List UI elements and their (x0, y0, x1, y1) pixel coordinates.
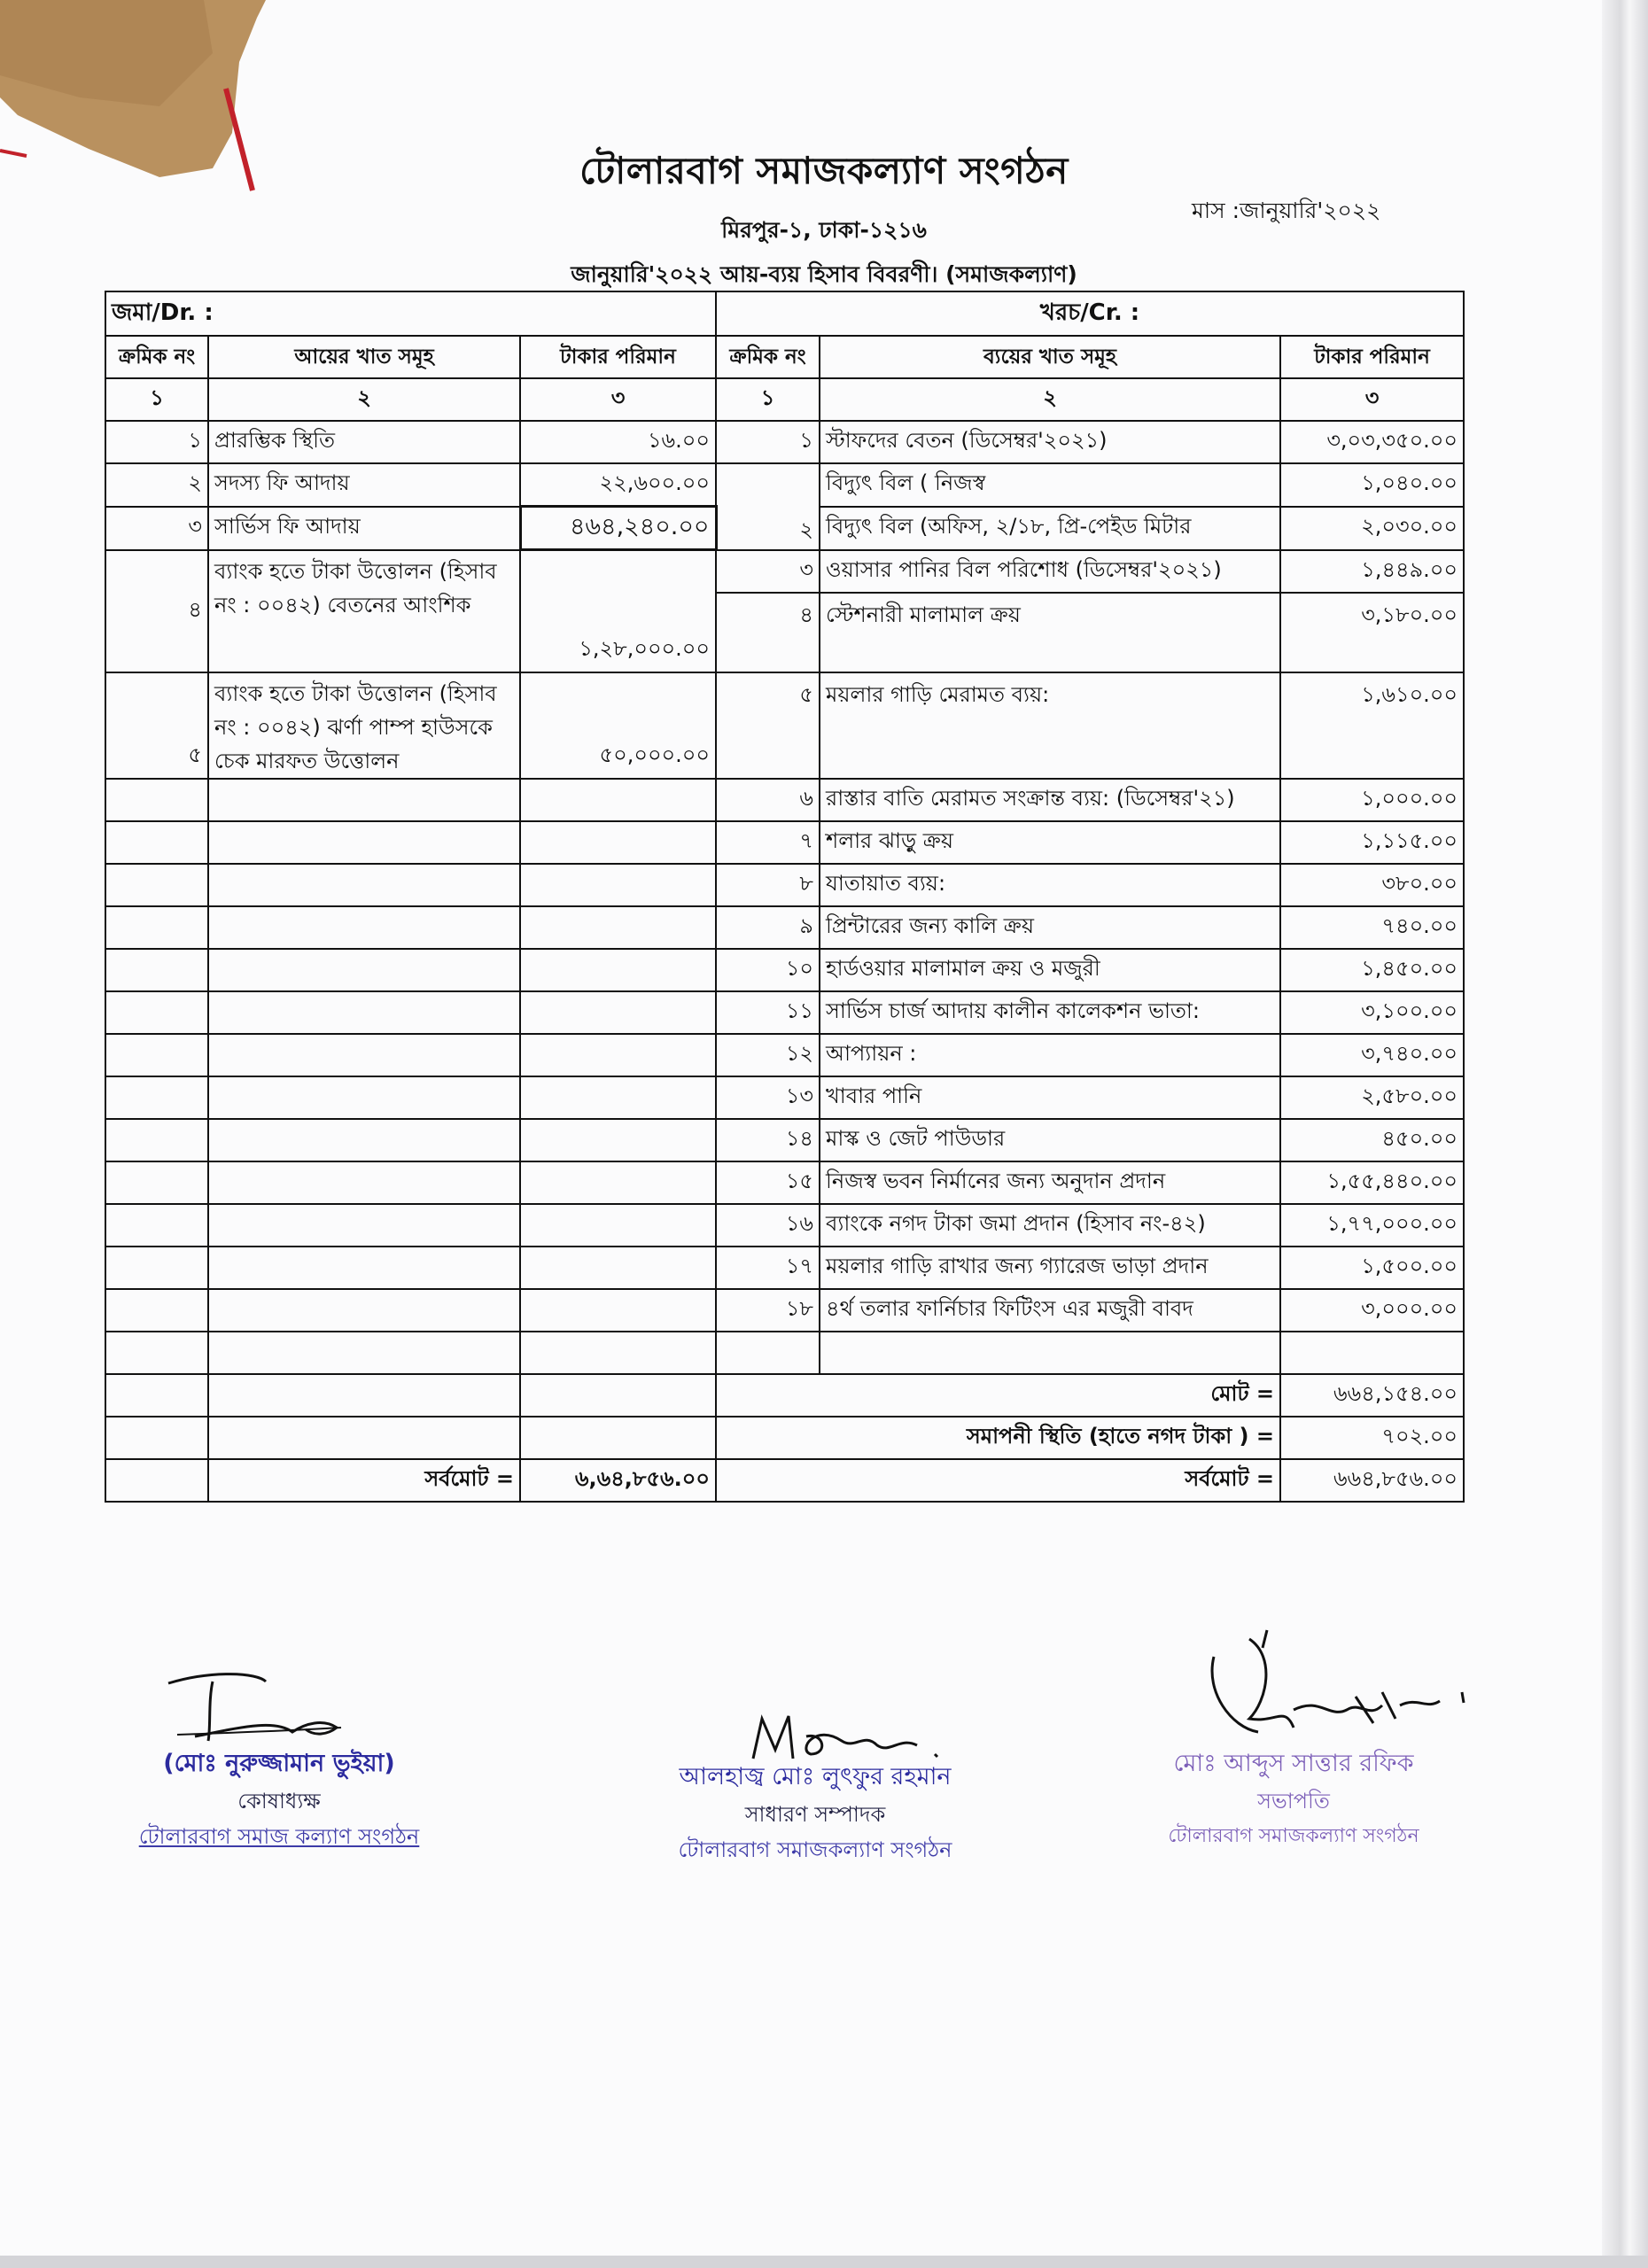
debit-header: জমা/Dr. : (105, 291, 716, 336)
credit-header: খরচ/Cr. : (716, 291, 1464, 336)
president-stamp (1134, 1745, 1453, 1853)
expense-amount: ২,০৩০.০০ (1280, 507, 1464, 550)
ledger-column-header-row (105, 336, 1464, 378)
expense-item: শলার ঝাড়ু ক্রয় (820, 821, 1280, 864)
expense-serial: ১৮ (716, 1289, 820, 1332)
col-serial-income: ক্রমিক নং (105, 336, 208, 378)
expense-amount: ৩,০৩,৩৫০.০০ (1280, 421, 1464, 463)
expense-serial: ৬ (716, 779, 820, 821)
expense-amount: ৩,১০০.০০ (1280, 991, 1464, 1034)
ledger-empty-row (105, 1332, 1464, 1374)
closing-balance-label: সমাপনী স্থিতি (হাতে নগদ টাকা ) = (716, 1417, 1280, 1459)
expense-serial: ১৭ (716, 1247, 820, 1289)
column-number: ৩ (1280, 378, 1464, 421)
ledger-row (105, 1076, 1464, 1119)
secretary-name: আলহাজ্ব মোঃ লুৎফুর রহমান (679, 1763, 952, 1790)
expense-serial: ৩ (716, 550, 820, 593)
column-number: ২ (208, 378, 520, 421)
expense-serial: ১ (716, 421, 820, 463)
ledger-row (105, 550, 1464, 593)
expense-item: প্রিন্টারের জন্য কালি ক্রয় (820, 906, 1280, 949)
expense-amount: ১,৫০০.০০ (1280, 1247, 1464, 1289)
ledger-row (105, 1247, 1464, 1289)
expense-grand-total-label: সর্বমোট = (716, 1459, 1280, 1502)
president-org: টোলারবাগ সমাজকল্যাণ সংগঠন (1168, 1825, 1419, 1847)
closing-balance-amount: ৭০২.০০ (1280, 1417, 1464, 1459)
expense-amount: ১,০৪০.০০ (1280, 463, 1464, 507)
ledger-row (105, 421, 1464, 463)
expense-serial: ১৬ (716, 1204, 820, 1247)
expense-amount: ৩,১৮০.০০ (1280, 593, 1464, 672)
closing-balance-row (105, 1417, 1464, 1459)
expense-amount: ৩৮০.০০ (1280, 864, 1464, 906)
col-income-amount: টাকার পরিমান (520, 336, 716, 378)
expense-serial: ১০ (716, 949, 820, 991)
expense-serial: ১৪ (716, 1119, 820, 1161)
income-item: প্রারম্ভিক স্থিতি (208, 421, 520, 463)
secretary-title: সাধারণ সম্পাদক (744, 1802, 886, 1827)
page-bottom-edge (0, 2256, 1648, 2268)
expense-amount: ৩,০০০.০০ (1280, 1289, 1464, 1332)
column-number: ১ (105, 378, 208, 421)
income-serial: ৩ (105, 507, 208, 550)
ledger-row (105, 779, 1464, 821)
expense-amount: ২,৫৮০.০০ (1280, 1076, 1464, 1119)
grand-total-row (105, 1459, 1464, 1502)
col-serial-expense: ক্রমিক নং (716, 336, 820, 378)
income-grand-total-amount: ৬,৬৪,৮৫৬.০০ (520, 1459, 716, 1502)
expense-item: ব্যাংকে নগদ টাকা জমা প্রদান (হিসাব নং-৪২) (820, 1204, 1280, 1247)
expense-serial: ২ (716, 463, 820, 550)
expense-amount: ৪৫০.০০ (1280, 1119, 1464, 1161)
expense-serial: ৫ (716, 672, 820, 779)
statement-title: জানুয়ারি'২০২২ আয়-ব্যয় হিসাব বিবরণী। (সমাজকল্যাণ) (571, 261, 1077, 287)
income-item: সার্ভিস ফি আদায় (208, 507, 520, 550)
expense-item: সার্ভিস চার্জ আদায় কালীন কালেকশন ভাতা: (820, 991, 1280, 1034)
expense-amount: ১,০০০.০০ (1280, 779, 1464, 821)
expense-amount: ১,৭৭,০০০.০০ (1280, 1204, 1464, 1247)
col-expense-items: ব্যয়ের খাত সমূহ (820, 336, 1280, 378)
expense-amount: ১,১১৫.০০ (1280, 821, 1464, 864)
column-number-row (105, 378, 1464, 421)
expense-item: ওয়াসার পানির বিল পরিশোধ (ডিসেম্বর'২০২১) (820, 550, 1280, 593)
expense-item: রাস্তার বাতি মেরামত সংক্রান্ত ব্যয়: (ডিসেম্বর'২১) (820, 779, 1280, 821)
expense-serial: ৪ (716, 593, 820, 672)
col-expense-amount: টাকার পরিমান (1280, 336, 1464, 378)
ledger-row (105, 1161, 1464, 1204)
column-number: ৩ (520, 378, 716, 421)
ledger-row (105, 1034, 1464, 1076)
ledger-row (105, 463, 1464, 507)
treasurer-name: (মোঃ নুরুজ্জামান ভুইয়া) (163, 1750, 395, 1777)
expense-serial: ১১ (716, 991, 820, 1034)
income-serial: ১ (105, 421, 208, 463)
treasurer-title: কোষাধ্যক্ষ (237, 1789, 321, 1814)
treasurer-org: টোলারবাগ সমাজ কল্যাণ সংগঠন (138, 1824, 420, 1849)
total-label: মোট = (716, 1374, 1280, 1417)
expense-amount: ১,৬১০.০০ (1280, 672, 1464, 779)
expense-grand-total-amount: ৬৬৪,৮৫৬.০০ (1280, 1459, 1464, 1502)
expense-amount: ১,৪৫০.০০ (1280, 949, 1464, 991)
income-serial: ২ (105, 463, 208, 507)
expense-item: বিদ্যুৎ বিল ( নিজস্ব (820, 463, 1280, 507)
income-serial: ৪ (105, 550, 208, 672)
expense-item: স্টাফদের বেতন (ডিসেম্বর'২০২১) (820, 421, 1280, 463)
expense-item: ময়লার গাড়ি রাখার জন্য গ্যারেজ ভাড়া প্রদান (820, 1247, 1280, 1289)
expense-amount: ৭৪০.০০ (1280, 906, 1464, 949)
president-title: সভাপতি (1257, 1789, 1330, 1814)
expense-item: ৪র্থ তলার ফার্নিচার ফিটিংস এর মজুরী বাবদ (820, 1289, 1280, 1332)
expense-item: আপ্যায়ন : (820, 1034, 1280, 1076)
ledger-row (105, 949, 1464, 991)
expense-serial: ১৩ (716, 1076, 820, 1119)
income-item: ব্যাংক হতে টাকা উত্তোলন (হিসাব নং : ০০৪২) বেতনের আংশিক (208, 550, 520, 672)
address-line: মিরপুর-১, ঢাকা-১২১৬ (721, 217, 927, 243)
col-income-items: আয়ের খাত সমূহ (208, 336, 520, 378)
secretary-stamp (656, 1759, 975, 1869)
expense-item: নিজস্ব ভবন নির্মানের জন্য অনুদান প্রদান (820, 1161, 1280, 1204)
expense-serial: ১৫ (716, 1161, 820, 1204)
expense-amount: ১,৫৫,৪৪০.০০ (1280, 1161, 1464, 1204)
treasurer-signature (159, 1666, 354, 1745)
ledger-row (105, 1119, 1464, 1161)
income-amount: ১,২৮,০০০.০০ (520, 550, 716, 672)
income-amount: ২২,৬০০.০০ (520, 463, 716, 507)
stacked-pages-edge (1602, 0, 1648, 2268)
secretary-org: টোলারবাগ সমাজকল্যাণ সংগঠন (678, 1837, 952, 1862)
expense-item: যাতায়াত ব্যয়: (820, 864, 1280, 906)
expense-amount: ১,৪৪৯.০০ (1280, 550, 1464, 593)
column-number: ২ (820, 378, 1280, 421)
income-grand-total-label: সর্বমোট = (208, 1459, 520, 1502)
ledger-row (105, 864, 1464, 906)
ledger-row (105, 991, 1464, 1034)
ledger-row (105, 672, 1464, 779)
expense-serial: ৯ (716, 906, 820, 949)
income-item: সদস্য ফি আদায় (208, 463, 520, 507)
expense-item: খাবার পানি (820, 1076, 1280, 1119)
treasurer-stamp (115, 1745, 443, 1856)
expense-item: ময়লার গাড়ি মেরামত ব্যয়: (820, 672, 1280, 779)
expense-item: বিদ্যুৎ বিল (অফিস, ২/১৮, প্রি-পেইড মিটার (820, 507, 1280, 550)
organization-title: টোলারবাগ সমাজকল্যাণ সংগঠন (579, 149, 1069, 192)
income-amount: ৪৬৪,২৪০.০০ (520, 507, 716, 550)
expense-item: স্টেশনারী মালামাল ক্রয় (820, 593, 1280, 672)
expense-item: হার্ডওয়ার মালামাল ক্রয় ও মজুরী (820, 949, 1280, 991)
total-amount: ৬৬৪,১৫৪.০০ (1280, 1374, 1464, 1417)
expense-amount: ৩,৭৪০.০০ (1280, 1034, 1464, 1076)
income-amount: ৫০,০০০.০০ (520, 672, 716, 779)
ledger-side-header-row (105, 291, 1464, 336)
expense-serial: ৭ (716, 821, 820, 864)
income-expense-ledger-table (105, 291, 1465, 1503)
expense-serial: ১২ (716, 1034, 820, 1076)
ledger-row (105, 906, 1464, 949)
month-label: মাস :জানুয়ারি'২০২২ (1192, 198, 1381, 223)
ledger-row (105, 1204, 1464, 1247)
income-amount: ১৬.০০ (520, 421, 716, 463)
president-name: মোঃ আব্দুস সাত্তার রফিক (1173, 1750, 1414, 1777)
total-row (105, 1374, 1464, 1417)
column-number: ১ (716, 378, 820, 421)
expense-item: মাস্ক ও জেট পাউডার (820, 1119, 1280, 1161)
president-signature (1196, 1621, 1480, 1745)
ledger-row (105, 821, 1464, 864)
expense-serial: ৮ (716, 864, 820, 906)
income-item: ব্যাংক হতে টাকা উত্তোলন (হিসাব নং : ০০৪২) ঝর্ণা পাম্প হাউসকে চেক মারফত উত্তোলন (208, 672, 520, 779)
ledger-row (105, 1289, 1464, 1332)
income-serial: ৫ (105, 672, 208, 779)
